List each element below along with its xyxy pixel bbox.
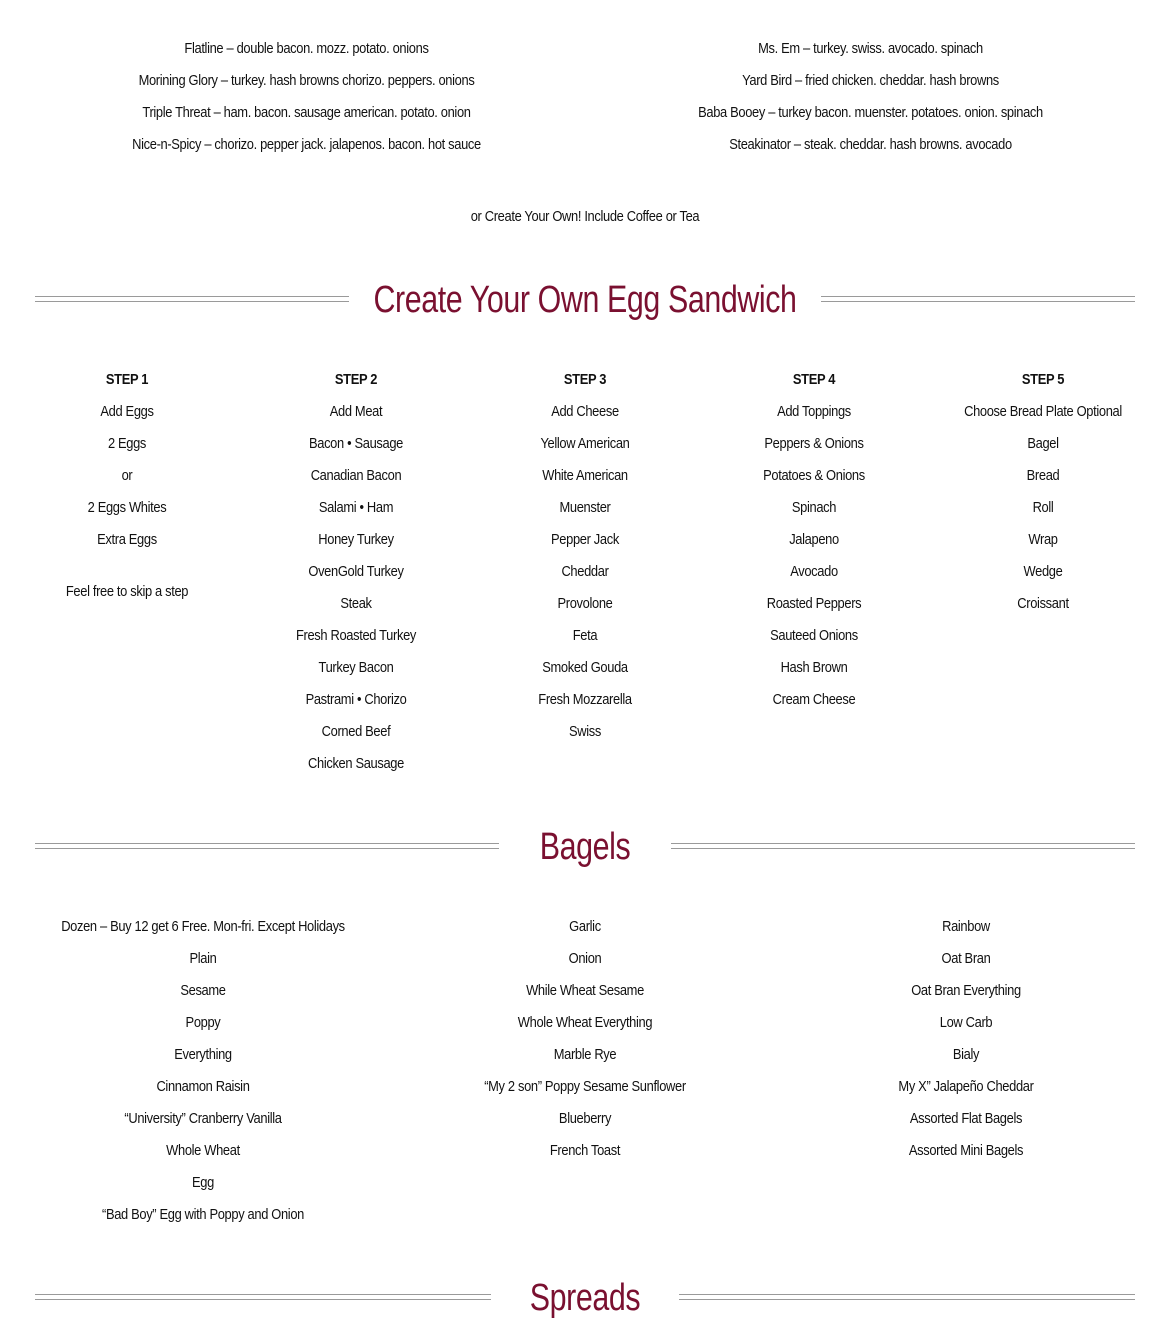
step-heading: STEP 1: [105, 371, 149, 388]
step-option: Roll: [1032, 499, 1054, 516]
step-option: Add Eggs: [100, 403, 154, 420]
section-title: Bagels: [539, 826, 631, 868]
step-option: Avocado: [790, 563, 838, 580]
step-option: Muenster: [559, 499, 611, 516]
bagel-item: “Bad Boy” Egg with Poppy and Onion: [101, 1206, 304, 1223]
bagel-item: Assorted Mini Bagels: [908, 1142, 1024, 1159]
menu-item: Ms. Em – turkey. swiss. avocado. spinach: [758, 40, 983, 57]
bagel-item: Bialy: [952, 1046, 980, 1063]
bagel-column-3: [776, 911, 1156, 1167]
step-option: Peppers & Onions: [764, 435, 864, 452]
step-column-4: [700, 364, 928, 716]
step-option: Feta: [572, 627, 598, 644]
step-option: OvenGold Turkey: [308, 563, 404, 580]
step-option: Salami • Ham: [318, 499, 394, 516]
step-option: Smoked Gouda: [542, 659, 628, 676]
step-heading: STEP 5: [1021, 371, 1065, 388]
step-option: Fresh Roasted Turkey: [295, 627, 417, 644]
step-option: Corned Beef: [321, 723, 391, 740]
bagel-item: Marble Rye: [553, 1046, 617, 1063]
step-option: Steak: [340, 595, 372, 612]
menu-item: Morining Glory – turkey. hash browns chorizo. peppers. onions: [138, 72, 475, 89]
step-option: Extra Eggs: [97, 531, 157, 548]
bagel-item: Low Carb: [939, 1014, 993, 1031]
bagel-item: “My 2 son” Poppy Sesame Sunflower: [484, 1078, 686, 1095]
step-heading: STEP 2: [334, 371, 378, 388]
step-heading: STEP 3: [563, 371, 607, 388]
bagel-item: While Wheat Sesame: [526, 982, 644, 999]
step-option: Add Meat: [329, 403, 383, 420]
step-option: Cream Cheese: [772, 691, 856, 708]
menu-item: Nice-n-Spicy – chorizo. pepper jack. jalapenos. bacon. hot sauce: [132, 136, 481, 153]
section-header-egg-sandwich: [35, 275, 1135, 325]
step-option: White American: [542, 467, 628, 484]
step-option: Wrap: [1028, 531, 1058, 548]
bagel-item: “University” Cranberry Vanilla: [124, 1110, 282, 1127]
step-option: Potatoes & Onions: [763, 467, 865, 484]
bagel-item: French Toast: [549, 1142, 621, 1159]
menu-item: Flatline – double bacon. mozz. potato. onions: [184, 40, 429, 57]
bagel-item: My X” Jalapeño Cheddar: [898, 1078, 1034, 1095]
menu-item: Baba Booey – turkey bacon. muenster. potatoes. onion. spinach: [698, 104, 1043, 121]
bagel-item: Rainbow: [942, 918, 990, 935]
step-option: Yellow American: [540, 435, 630, 452]
step-option: Roasted Peppers: [766, 595, 862, 612]
step-option: Bread: [1026, 467, 1060, 484]
bagel-item: Blueberry: [558, 1110, 612, 1127]
bagel-item: Egg: [192, 1174, 214, 1191]
step-option: Swiss: [569, 723, 601, 740]
bagel-column-2: [395, 911, 775, 1167]
step-option: 2 Eggs: [107, 435, 147, 452]
bagel-item: Whole Wheat Everything: [517, 1014, 653, 1031]
step-option: Honey Turkey: [318, 531, 394, 548]
section-header-bagels: [35, 822, 1135, 872]
step-option: Croissant: [1017, 595, 1069, 612]
step-option: Bagel: [1027, 435, 1059, 452]
signature-column-right: [578, 33, 1163, 161]
step-option: Provolone: [557, 595, 613, 612]
signature-column-left: [14, 33, 599, 161]
menu-item: Steakinator – steak. cheddar. hash browns. avocado: [729, 136, 1012, 153]
menu-item: Triple Threat – ham. bacon. sausage american. potato. onion: [142, 104, 471, 121]
step-heading: STEP 4: [792, 371, 836, 388]
step-column-3: [471, 364, 699, 748]
step-option: Add Cheese: [551, 403, 619, 420]
menu-item: Yard Bird – fried chicken. cheddar. hash browns: [742, 72, 999, 89]
step-column-1: [13, 364, 241, 608]
bagel-item: Cinnamon Raisin: [156, 1078, 250, 1095]
bagel-item: Assorted Flat Bagels: [909, 1110, 1023, 1127]
step-option: Turkey Bacon: [318, 659, 394, 676]
step-option: Bacon • Sausage: [308, 435, 404, 452]
bagel-item: Sesame: [180, 982, 226, 999]
step-option: or: [121, 467, 133, 484]
step-option: Hash Brown: [780, 659, 848, 676]
skip-step-note: Feel free to skip a step: [65, 583, 189, 600]
bagel-item: Everything: [174, 1046, 232, 1063]
create-own-note: or Create Your Own! Include Coffee or Tea: [470, 208, 700, 225]
step-option: Wedge: [1023, 563, 1063, 580]
step-option: Pastrami • Chorizo: [305, 691, 407, 708]
bagel-item: Oat Bran: [941, 950, 991, 967]
bagel-item: Dozen – Buy 12 get 6 Free. Mon-fri. Except Holidays: [61, 918, 345, 935]
step-option: Cheddar: [561, 563, 609, 580]
bagel-item: Whole Wheat: [166, 1142, 240, 1159]
bagel-item: Onion: [568, 950, 602, 967]
step-option: Choose Bread Plate Optional: [964, 403, 1122, 420]
bagel-item: Garlic: [569, 918, 601, 935]
bagel-item: Oat Bran Everything: [911, 982, 1021, 999]
step-option: Canadian Bacon: [310, 467, 402, 484]
step-option: Spinach: [791, 499, 837, 516]
step-column-5: [929, 364, 1157, 620]
bagel-column-1: [13, 911, 393, 1231]
section-header-spreads: [35, 1273, 1135, 1323]
step-option: Fresh Mozzarella: [538, 691, 632, 708]
step-column-2: [242, 364, 470, 780]
step-option: Add Toppings: [777, 403, 851, 420]
step-option: Sauteed Onions: [770, 627, 858, 644]
step-option: Chicken Sausage: [308, 755, 404, 772]
step-option: 2 Eggs Whites: [87, 499, 167, 516]
bagel-item: Poppy: [185, 1014, 221, 1031]
section-title: Spreads: [529, 1277, 641, 1319]
step-option: Pepper Jack: [551, 531, 619, 548]
bagel-item: Plain: [189, 950, 217, 967]
step-option: Jalapeno: [789, 531, 839, 548]
section-title: Create Your Own Egg Sandwich: [373, 279, 797, 321]
